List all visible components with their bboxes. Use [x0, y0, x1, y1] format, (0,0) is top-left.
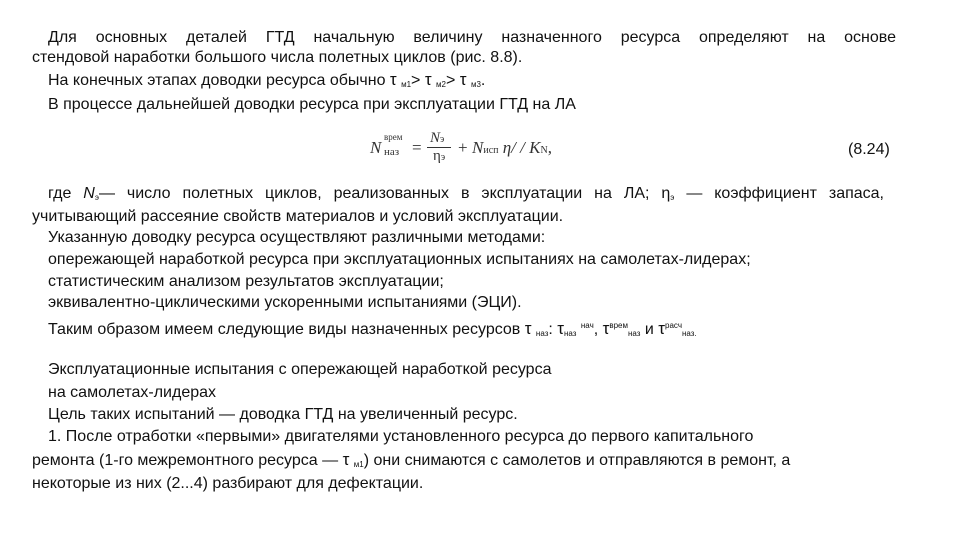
superscript-rasch: расч: [665, 321, 682, 330]
where-word: где: [48, 185, 84, 202]
section-heading-line-2: на самолетах-лидерах: [48, 384, 217, 401]
formula-plus: +: [458, 138, 468, 157]
formula-term2-rest: η/ / K: [502, 138, 541, 157]
tau-symbol: τ: [557, 319, 564, 338]
greater-than-1: >: [411, 72, 425, 89]
formula-term2-sub: исп: [483, 145, 499, 156]
resource-types-text: Таким образом имеем следующие виды назначенных ресурсов: [48, 321, 525, 338]
subscript-m1: м1: [401, 80, 412, 89]
subscript-naz-4: наз.: [682, 329, 697, 338]
list-item-1-line-1: 1. После отработки «первыми» двигателями установленного ресурса до первого капитального: [48, 428, 754, 445]
tau-symbol: τ: [459, 70, 467, 89]
tau-symbol: τ: [658, 319, 666, 338]
subscript-eta-e: э: [670, 193, 675, 202]
section-heading-line-1: Эксплуатационные испытания с опережающей наработкой ресурса: [48, 361, 552, 378]
superscript-vrem: врем: [609, 321, 629, 330]
greater-than-2: >: [445, 72, 460, 89]
formula-frac-num-sub: э: [440, 134, 445, 145]
formula-lhs-sub: наз: [384, 146, 400, 158]
method-item-3: эквивалентно-циклическими ускоренными испытаниями (ЭЦИ).: [48, 294, 522, 311]
colon: :: [548, 321, 558, 338]
paragraph-intro-line-1: Для основных деталей ГТД начальную величину назначенного ресурса определяют на основе: [48, 29, 896, 46]
formula-lhs-N: N: [370, 138, 382, 157]
subscript-naz-2: наз: [563, 329, 577, 338]
formula-frac-den: η: [433, 148, 441, 164]
tau-symbol: τ: [424, 70, 432, 89]
equation-number: (8.24): [848, 141, 890, 158]
and-word: и: [640, 321, 659, 338]
separator: ,: [593, 321, 603, 338]
tau-symbol: τ: [389, 70, 397, 89]
paragraph-methods-intro: Указанную доводку ресурса осуществляют различными методами:: [48, 229, 546, 246]
formula-lhs-sup: врем: [384, 132, 403, 142]
formula-frac-num: N: [430, 130, 441, 146]
list-item-1-text-a: ремонта (1-го межремонтного ресурса —: [32, 452, 343, 469]
formula-term2-N: N: [472, 138, 484, 157]
paragraph-intro-line-2: стендовой наработки большого числа полетных циклов (рис. 8.8).: [32, 49, 523, 66]
subscript-m2: м2: [436, 80, 446, 89]
paragraph-where-line-1: [48, 184, 884, 208]
method-item-2: статистическим анализом результатов эксплуатации;: [48, 273, 444, 290]
period: .: [480, 72, 486, 89]
subscript-m1: м1: [353, 460, 364, 469]
where-definition: — число полетных циклов, реализованных в эксплуатации на ЛА; η: [98, 185, 671, 202]
symbol-N: N: [83, 185, 95, 202]
formula-comma: ,: [547, 138, 552, 157]
tau-symbol: τ: [342, 450, 350, 469]
subscript-m3: м3: [470, 80, 481, 89]
superscript-nach: нач: [580, 321, 594, 330]
subscript-e: э: [94, 193, 99, 202]
subscript-naz-3: наз: [628, 329, 641, 338]
formula-equals: =: [412, 138, 422, 157]
where-coefficient: — коэффициент запаса,: [674, 185, 885, 202]
tau-symbol: τ: [602, 319, 610, 338]
paragraph-resource-types: [48, 316, 697, 344]
paragraph-further-development: В процессе дальнейшей доводки ресурса при эксплуатации ГТД на ЛА: [48, 96, 576, 113]
subscript-naz-1: наз: [535, 329, 549, 338]
paragraph-purpose: Цель таких испытаний — доводка ГТД на увеличенный ресурс.: [48, 406, 518, 423]
list-item-1-line-3: некоторые из них (2...4) разбирают для дефектации.: [32, 475, 424, 492]
final-stages-text: На конечных этапах доводки ресурса обычно: [48, 72, 390, 89]
formula-frac-den-sub: э: [440, 152, 446, 163]
formula-term2-K-sub: N: [540, 145, 548, 156]
paragraph-final-stages: [48, 70, 485, 95]
list-item-1-text-b: ) они снимаются с самолетов и отправляются в ремонт, а: [363, 452, 791, 469]
tau-symbol: τ: [524, 319, 532, 338]
list-item-1-line-2: [32, 450, 790, 475]
method-item-1: опережающей наработкой ресурса при эксплуатационных испытаниях на самолетах-лидерах;: [48, 251, 751, 268]
formula-8-24: [370, 130, 582, 164]
paragraph-where-line-2: учитывающий рассеяние свойств материалов и условий эксплуатации.: [32, 208, 564, 225]
